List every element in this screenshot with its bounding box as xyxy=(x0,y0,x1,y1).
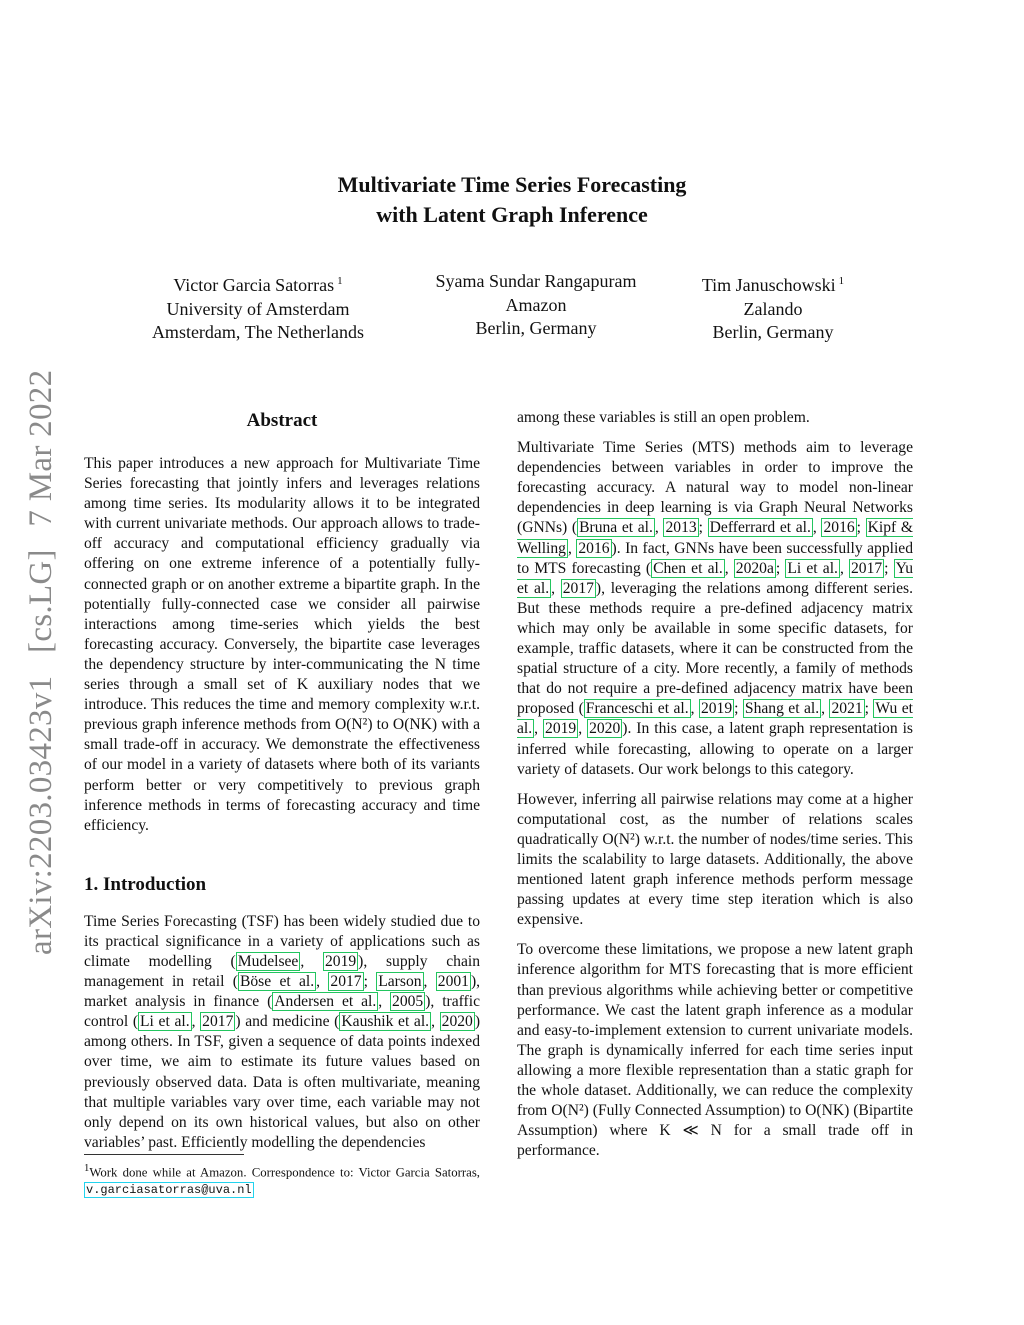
citation-link[interactable]: Andersen et al. xyxy=(274,993,377,1011)
author-name: Victor Garcia Satorras xyxy=(173,275,335,295)
citation-link[interactable]: 2017 xyxy=(850,559,883,577)
citation-link[interactable]: Böse et al. xyxy=(239,973,315,991)
citation-link[interactable]: Kaushik et al. xyxy=(341,1013,430,1031)
citation-link[interactable]: Li et al. xyxy=(787,559,838,577)
author-footnote-mark: 1 xyxy=(337,275,343,287)
title-line-2: with Latent Graph Inference xyxy=(376,202,648,227)
author-location: Berlin, Germany xyxy=(712,322,834,342)
author-3 xyxy=(675,270,871,345)
citation-link[interactable]: 2020 xyxy=(589,720,621,738)
author-affiliation: University of Amsterdam xyxy=(166,298,350,319)
email-link[interactable]: v.garciasatorras@uva.nl xyxy=(86,1182,252,1197)
citation-link[interactable]: Franceschi et al. xyxy=(585,700,689,718)
citation-link[interactable]: 2019 xyxy=(700,700,733,718)
citation-link[interactable]: 2005 xyxy=(392,993,424,1011)
footnote-mark: 1 xyxy=(84,1163,90,1174)
author-affiliation: Zalando xyxy=(743,298,803,319)
citation-link[interactable]: 2017 xyxy=(202,1013,234,1031)
citation-link[interactable]: 2020 xyxy=(441,1013,473,1031)
citation-link[interactable]: Kipf & Welling xyxy=(517,519,914,557)
intro-heading: 1. Introduction xyxy=(84,873,207,895)
abstract-text: This paper introduces a new approach for Multivariate Time Series forecasting that jointly infers and leverages relations among time series. Its modularity allows it to be integrated with current univariate methods. Our approach allows to trade-off accuracy and computational efficiency gradually via offering on one extreme inference of a potentially fully-connected graph or on another extreme a bipartite graph. In the potentially fully-connected case we consider all pairwise interactions among time-series which yields the best forecasting accuracy. Conversely, the bipartite case leverages the dependency structure by inter-communicating the N time series through a small set of K auxiliary nodes that we introduce. This reduces the time and memory complexity w.r.t. previous graph inference methods from O(N²) to O(NK) with a small trade-off in accuracy. We demonstrate the effectiveness of our model in a variety of datasets where both of its variants perform better or very competitively to previous graph inference methods in terms of forecasting accuracy and time efficiency. xyxy=(84,455,480,834)
right-column xyxy=(517,408,913,1171)
citation-link[interactable]: Shang et al. xyxy=(744,700,820,718)
author-name: Syama Sundar Rangapuram xyxy=(435,271,637,291)
citation-link[interactable]: Li et al. xyxy=(140,1013,190,1031)
title-line-1: Multivariate Time Series Forecasting xyxy=(337,172,687,197)
citation-link[interactable]: 2016 xyxy=(823,519,855,537)
citation-link[interactable]: Larson xyxy=(378,973,422,991)
footnote-rule xyxy=(84,1154,244,1155)
paper-title xyxy=(0,170,1024,230)
intro-paragraph-3: However, inferring all pairwise relations may come at a higher computational cost, as the number of relations scales quadratically O(N²) w.r.t. the number of nodes/time series. This limits the scalability to large datasets. Additionally, the above mentioned latent graph inference methods perform message passing updates at every time step iteration which is also expensive. xyxy=(517,790,913,929)
citation-link[interactable]: 2019 xyxy=(324,952,357,970)
citation-link[interactable]: 2020a xyxy=(735,559,774,577)
abstract-heading: Abstract xyxy=(246,410,318,431)
author-name: Tim Januschowski xyxy=(701,275,836,295)
author-location: Berlin, Germany xyxy=(475,318,597,338)
citation-link[interactable]: Bruna et al. xyxy=(579,519,653,537)
citation-link[interactable]: Chen et al. xyxy=(653,559,723,577)
intro-paragraph-1: Time Series Forecasting (TSF) has been widely studied due to its practical significance in a variety of applications such as climate modelling ( Mudelsee , 2019 ), supply chain management in retail ( Böse et al. , 2017 ; Larson , 2001 ), market analysis in finance ( Andersen et al. , 2005 ), traffic control ( Li et al. , 2017 ) and medicine ( Kaushik et al. , 2020 ) among others. In TSF, given a sequence of data points indexed over time, we aim to estimate its future values based on previously observed data. Data is often multivariate, meaning that multiple variables vary over time, each variable may not only depend on its own historical values, but also on other variables’ past. Efficiently modelling the dependencies xyxy=(84,912,481,1151)
citation-link[interactable]: 2019 xyxy=(545,720,577,738)
author-1 xyxy=(120,270,396,345)
arxiv-category: [cs.LG] xyxy=(23,549,59,653)
citation-link[interactable]: 2001 xyxy=(437,973,469,991)
author-2 xyxy=(410,270,662,341)
citation-link[interactable]: 2013 xyxy=(665,519,697,537)
footnote xyxy=(84,1154,480,1198)
citation-link[interactable]: 2017 xyxy=(562,579,594,597)
arxiv-date: 7 Mar 2022 xyxy=(23,369,59,527)
author-footnote-mark: 1 xyxy=(838,275,845,287)
intro-paragraph-2: Multivariate Time Series (MTS) methods aim to leverage dependencies between variables in order to improve the forecasting accuracy. A natural way to model non-linear dependencies in deep learning is via Graph Neural Networks (GNNs) ( Bruna et al. , 2013 ; Defferrard et al. , 2016 ; Kipf & Welling , 2016 ). In fact, GNNs have been successfully applied to MTS forecasting ( Chen et al. , 2020a ; Li et al. , 2017 ; Yu et al. , 2017 ), leveraging the relations among different series. But these methods require a pre-defined adjacency matrix which may only be available in some specific datasets, for example, traffic datasets, where it can be constructed from the spatial structure of a city. More recently, a family of methods that do not require a pre-defined adjacency matrix have been proposed ( Franceschi et al. , 2019 ; Shang et al. , 2021 ; Wu et al. , 2019 , 2020 ). In this case, a latent graph representation is inferred while forecasting, allowing to operate on a larger variety of datasets. Our work belongs to this category. xyxy=(517,439,914,778)
citation-link[interactable]: Yu et al. xyxy=(517,559,913,597)
citation-link[interactable]: 2021 xyxy=(831,700,863,718)
citation-link[interactable]: Defferrard et al. xyxy=(709,519,811,537)
citation-link[interactable]: Wu et al. xyxy=(517,700,913,738)
left-column xyxy=(84,408,480,1163)
citation-link[interactable]: 2017 xyxy=(330,973,362,991)
author-location: Amsterdam, The Netherlands xyxy=(151,322,365,342)
continuation-text: among these variables is still an open problem. xyxy=(517,409,810,426)
citation-link[interactable]: Mudelsee xyxy=(237,952,299,970)
author-affiliation: Amazon xyxy=(505,294,567,315)
intro-paragraph-4: To overcome these limitations, we propose a new latent graph inference algorithm for MTS forecasting that is more efficient than previous algorithms while achieving better or competitive performance. We cast the latent graph inference as a modular and easy-to-implement extension to current univariate models. The graph is dynamically inferred for each time series input allowing a more flexible representation than a static graph for the whole dataset. Additionally, we can reduce the complexity from O(N²) (Fully Connected Assumption) to O(NK) (Bipartite Assumption) where K ≪ N for a small trade off in performance. xyxy=(517,941,913,1160)
citation-link[interactable]: 2016 xyxy=(578,539,610,557)
arxiv-stamp xyxy=(23,356,59,955)
footnote-text: Work done while at Amazon. Correspondence to: Victor Garcia Satorras, xyxy=(89,1165,480,1180)
arxiv-id: arXiv:2203.03423v1 xyxy=(23,675,59,955)
author-block xyxy=(0,270,1024,350)
